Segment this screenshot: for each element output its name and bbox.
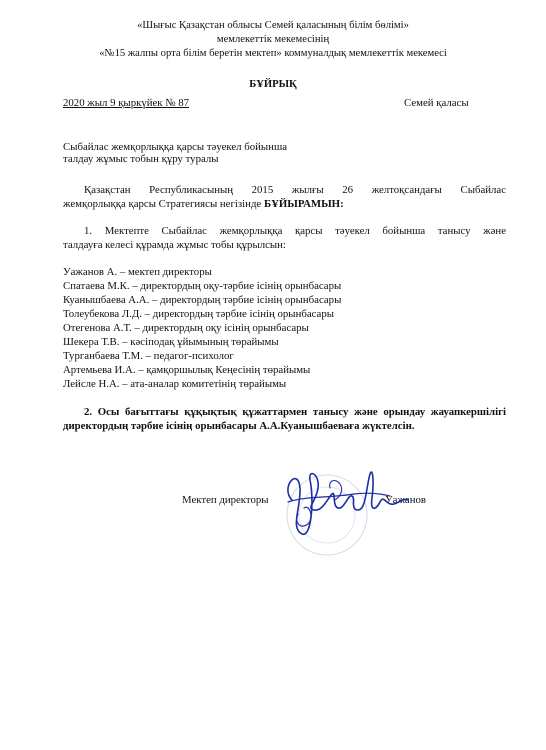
preamble-line-2	[63, 198, 344, 210]
subject-line-2: талдау жұмыс тобын құру туралы	[63, 153, 219, 165]
signatory-name: Уажанов	[385, 494, 426, 506]
signatory-position: Мектеп директоры	[182, 494, 269, 506]
item1-line-2: талдауға келесі құрамда жұмыс тобы құрылсын:	[63, 239, 286, 251]
preamble-text: жемқорлыққа қарсы Стратегиясы негізінде	[63, 198, 264, 210]
order-city: Семей қаласы	[404, 97, 469, 109]
member-item: Лейсле Н.А. – ата-аналар комитетінің төрайымы	[63, 378, 287, 390]
document-title: БҰЙРЫҚ	[249, 79, 297, 90]
header-line-2: мемлекеттік мекемесінің	[216, 34, 330, 45]
member-item: Артемьева И.А. – қамқоршылық Кеңесінің төрайымы	[63, 364, 311, 376]
member-item: Куанышбаева А.А. – директордың тәрбие ісінің орынбасары	[63, 294, 342, 306]
order-keyword: БҰЙЫРАМЫН:	[263, 198, 344, 210]
member-item: Шекера Т.В. – кәсіподақ ұйымының төрайымы	[63, 336, 279, 348]
subject-line-1: Сыбайлас жемқорлыққа қарсы тәуекел бойынша	[63, 141, 288, 153]
header-line-3: «№15 жалпы орта білім беретін мектеп» коммуналдық мемлекеттік мекемесі	[99, 48, 447, 59]
member-item: Уажанов А. – мектеп директоры	[63, 266, 212, 278]
item2-line-1: 2. Осы бағыттағы құқықтық құжаттармен танысу және орындау жауапкершілігі	[84, 406, 506, 418]
header-line-1: «Шығыс Қазақстан облысы Семей қаласының білім бөлімі»	[137, 20, 409, 31]
preamble-line-1: Қазақстан Республикасының 2015 жылғы 26 желтоқсандағы Сыбайлас	[84, 184, 506, 196]
member-item: Спатаева М.К. – директордың оқу-тәрбие ісінің орынбасары	[63, 280, 342, 292]
item2-line-2: директордың тәрбие ісінің орынбасары А.А.Куанышбаеваға жүктелсін.	[63, 420, 415, 432]
item1-line-1: 1. Мектепте Сыбайлас жемқорлыққа қарсы тәуекел бойынша танысу және	[84, 225, 506, 237]
director-signature-icon	[270, 458, 410, 548]
member-item: Турганбаева Т.М. – педагог-психолог	[63, 350, 234, 362]
member-item: Отегенова А.Т. – директордың оқу ісінің орынбасары	[63, 322, 309, 334]
order-date-number: 2020 жыл 9 қыркүйек № 87	[63, 97, 190, 109]
member-item: Толеубекова Л.Д. – директордың тәрбие ісінің орынбасары	[63, 308, 334, 320]
